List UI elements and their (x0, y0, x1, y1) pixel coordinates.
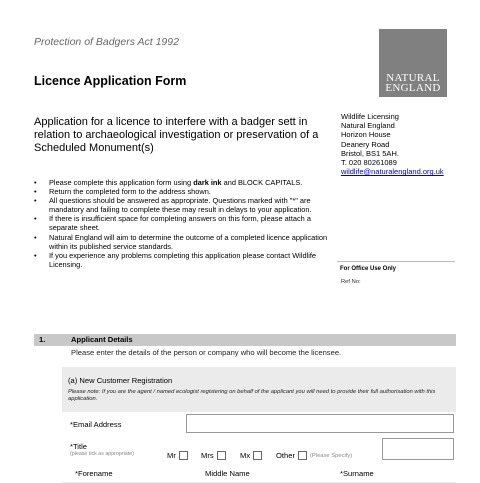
email-link[interactable]: wildlife@naturalengland.org.uk (341, 167, 444, 177)
new-customer-title: (a) New Customer Registration (68, 376, 173, 385)
surname-label: *Surname (340, 469, 374, 478)
instruction-item (34, 178, 334, 187)
logo-line-2: ENGLAND (385, 82, 441, 94)
new-customer-note: Please note: If you are the agent / named ecologist registering on behalf of the applicant you will need to provide their full authorisation with this application. (68, 389, 436, 403)
other-checkbox[interactable] (298, 451, 307, 460)
instructions-list (34, 178, 334, 269)
address-line: Horizon House (341, 130, 391, 140)
title-option-other (276, 451, 352, 460)
intro-text: Application for a licence to interfere with a badger sett in relation to archaeological investigation or preservation of a Scheduled Monument(s) (34, 116, 319, 154)
address-line: Bristol, BS1 5AH. (341, 148, 399, 158)
instruction-text: Please complete this application form using (49, 178, 194, 187)
office-use-title: For Office Use Only (340, 266, 397, 272)
address-block (341, 112, 444, 176)
act-title: Protection of Badgers Act 1992 (34, 36, 179, 48)
other-title-field[interactable] (382, 438, 454, 460)
instruction-emphasis: dark ink (193, 178, 222, 187)
title-option-mx (240, 451, 262, 460)
section-title: Applicant Details (71, 335, 133, 344)
section-number: 1. (39, 335, 46, 344)
title-option-label: Mrs (201, 451, 214, 460)
instruction-item: • If there is insufficient space for completing answers on this form, please attach a separate sheet. (34, 214, 334, 232)
instruction-item: • Return the completed form to the address shown. (34, 187, 334, 196)
mrs-checkbox[interactable] (217, 451, 226, 460)
email-field[interactable] (186, 414, 454, 433)
form-title: Licence Application Form (34, 74, 187, 88)
title-option-label: Other (276, 451, 295, 460)
email-label: *Email Address (70, 420, 122, 429)
mr-checkbox[interactable] (179, 451, 188, 460)
natural-england-logo (379, 29, 447, 97)
address-phone: T. 020 80261089 (341, 158, 397, 168)
instruction-text: and BLOCK CAPITALS. (221, 178, 303, 187)
address-line: Wildlife Licensing (341, 112, 399, 121)
section-description: Please enter the details of the person or company who will become the licensee. (71, 348, 342, 357)
title-option-mrs (201, 451, 226, 460)
instruction-item: • All questions should be answered as appropriate. Questions marked with "*" are mandatory and failing to complete these may result in delays to your application. (34, 196, 334, 214)
instruction-item: • If you experience any problems completing this application please contact Wildlife Licensing. (34, 251, 334, 269)
address-line: Natural England (341, 121, 395, 131)
address-line: Deanery Road (341, 139, 390, 149)
title-option-label: Mx (240, 451, 251, 460)
title-option-mr (167, 451, 188, 460)
instruction-item: • Natural England will aim to determine the outcome of a completed licence application within its published service standards. (34, 233, 334, 251)
middle-name-label: Middle Name (205, 469, 250, 478)
title-hint: (please tick as appropriate) (70, 451, 134, 457)
title-label: *Title (70, 442, 88, 451)
title-option-label: Mr (167, 451, 176, 460)
forename-label: *Forename (75, 469, 113, 478)
logo-line-1: NATURAL (386, 72, 440, 84)
please-specify-hint: (Please Specify) (310, 452, 353, 459)
office-ref-label: Ref No: (341, 279, 361, 285)
mx-checkbox[interactable] (253, 451, 262, 460)
